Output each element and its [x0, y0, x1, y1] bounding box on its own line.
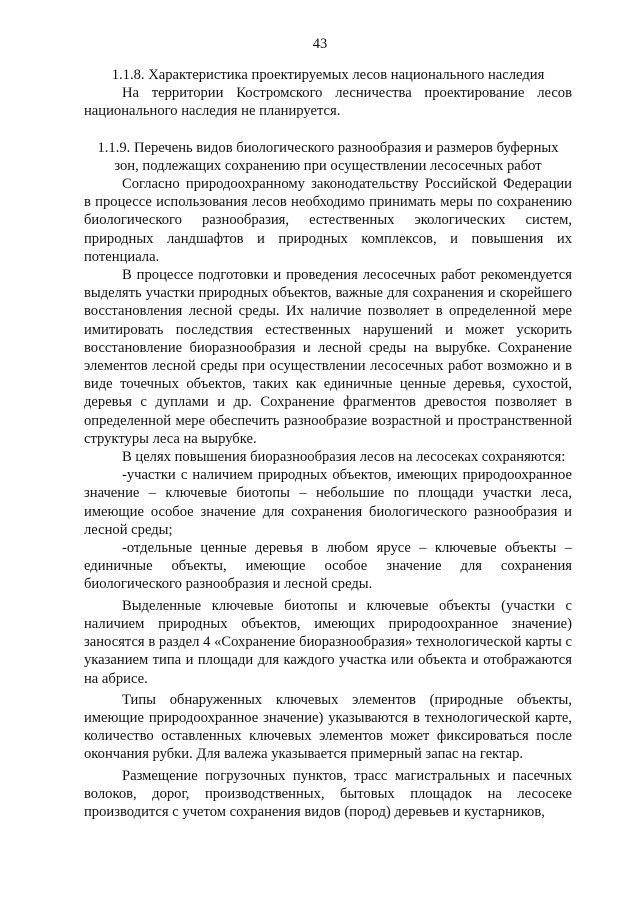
paragraph-logging-preparation: В процессе подготовки и проведения лесосечных работ рекомендуется выделять участки природных объектов, важные для сохранения и скорейшего восстановления лесной среды. Их наличие позволяет в определенной мере имитировать последствия естественных нарушений и может ускорить восстановление биоразнообразия и лесной среды на вырубке. Сохранение элементов лесной среды при осуществлении лесосечных работ возможно и в виде точечных объектов, таких как единичные ценные деревья, сухостой, деревья с дуплами и др. Сохранение фрагментов древостоя позволяет в определенной мере обеспечить разнообразие возрастной и пространственной структуры леса на вырубке.	[84, 267, 572, 447]
paragraph-key-elements-types: Типы обнаруженных ключевых элементов (природные объекты, имеющие природоохранное значение) указываются в технологической карте, количество оставленных ключевых элементов может фиксироваться после окончания рубки. Для валежа указывается примерный запас на гектар.	[84, 691, 572, 763]
paragraph-key-biotopes: -участки с наличием природных объектов, имеющих природоохранное значение – ключевые биотопы – небольшие по площади участки леса, имеющие особое значение для сохранения биологического разнообразия и лесной среды;	[84, 467, 572, 538]
page-number: 43	[312, 36, 328, 52]
paragraph-biodiversity-intro: В целях повышения биоразнообразия лесов на лесосеках сохраняются:	[122, 449, 566, 466]
paragraph-loading-points: Размещение погрузочных пунктов, трасс магистральных и пасечных волоков, дорог, производственных, бытовых площадок на лесосеке производится с учетом сохранения видов (пород) деревьев и кустарников,	[84, 767, 572, 820]
paragraph-legislation: Согласно природоохранному законодательству Российской Федерации в процессе использования лесов необходимо принимать меры по сохранению биологического разнообразия, естественных экологических систем, природных ландшафтов и природных комплексов, и повышения их потенциала.	[84, 176, 572, 265]
paragraph-technological-map: Выделенные ключевые биотопы и ключевые объекты (участки с наличием природных объектов, имеющих природоохранное значение) заносятся в раздел 4 «Сохранение биоразнообразия» технологической карты с указанием типа и площади для каждого участка или объекта и отображаются на абрисе.	[84, 597, 572, 687]
section-1-1-9-heading-line2: зон, подлежащих сохранению при осуществлении лесосечных работ	[114, 157, 542, 174]
paragraph-key-objects: -отдельные ценные деревья в любом ярусе – ключевые объекты – единичные объекты, имеющие особое значение для сохранения биологического разнообразия и лесной среды.	[84, 540, 572, 593]
section-1-1-8-paragraph: На территории Костромского лесничества проектирование лесов национального наследия не планируется.	[84, 85, 572, 120]
section-1-1-9-heading-line1: 1.1.9. Перечень видов биологического разнообразия и размеров буферных	[97, 139, 559, 156]
section-1-1-8-heading: 1.1.8. Характеристика проектируемых лесов национального наследия	[111, 67, 545, 83]
page-content	[84, 66, 572, 821]
section-spacer	[84, 121, 572, 139]
